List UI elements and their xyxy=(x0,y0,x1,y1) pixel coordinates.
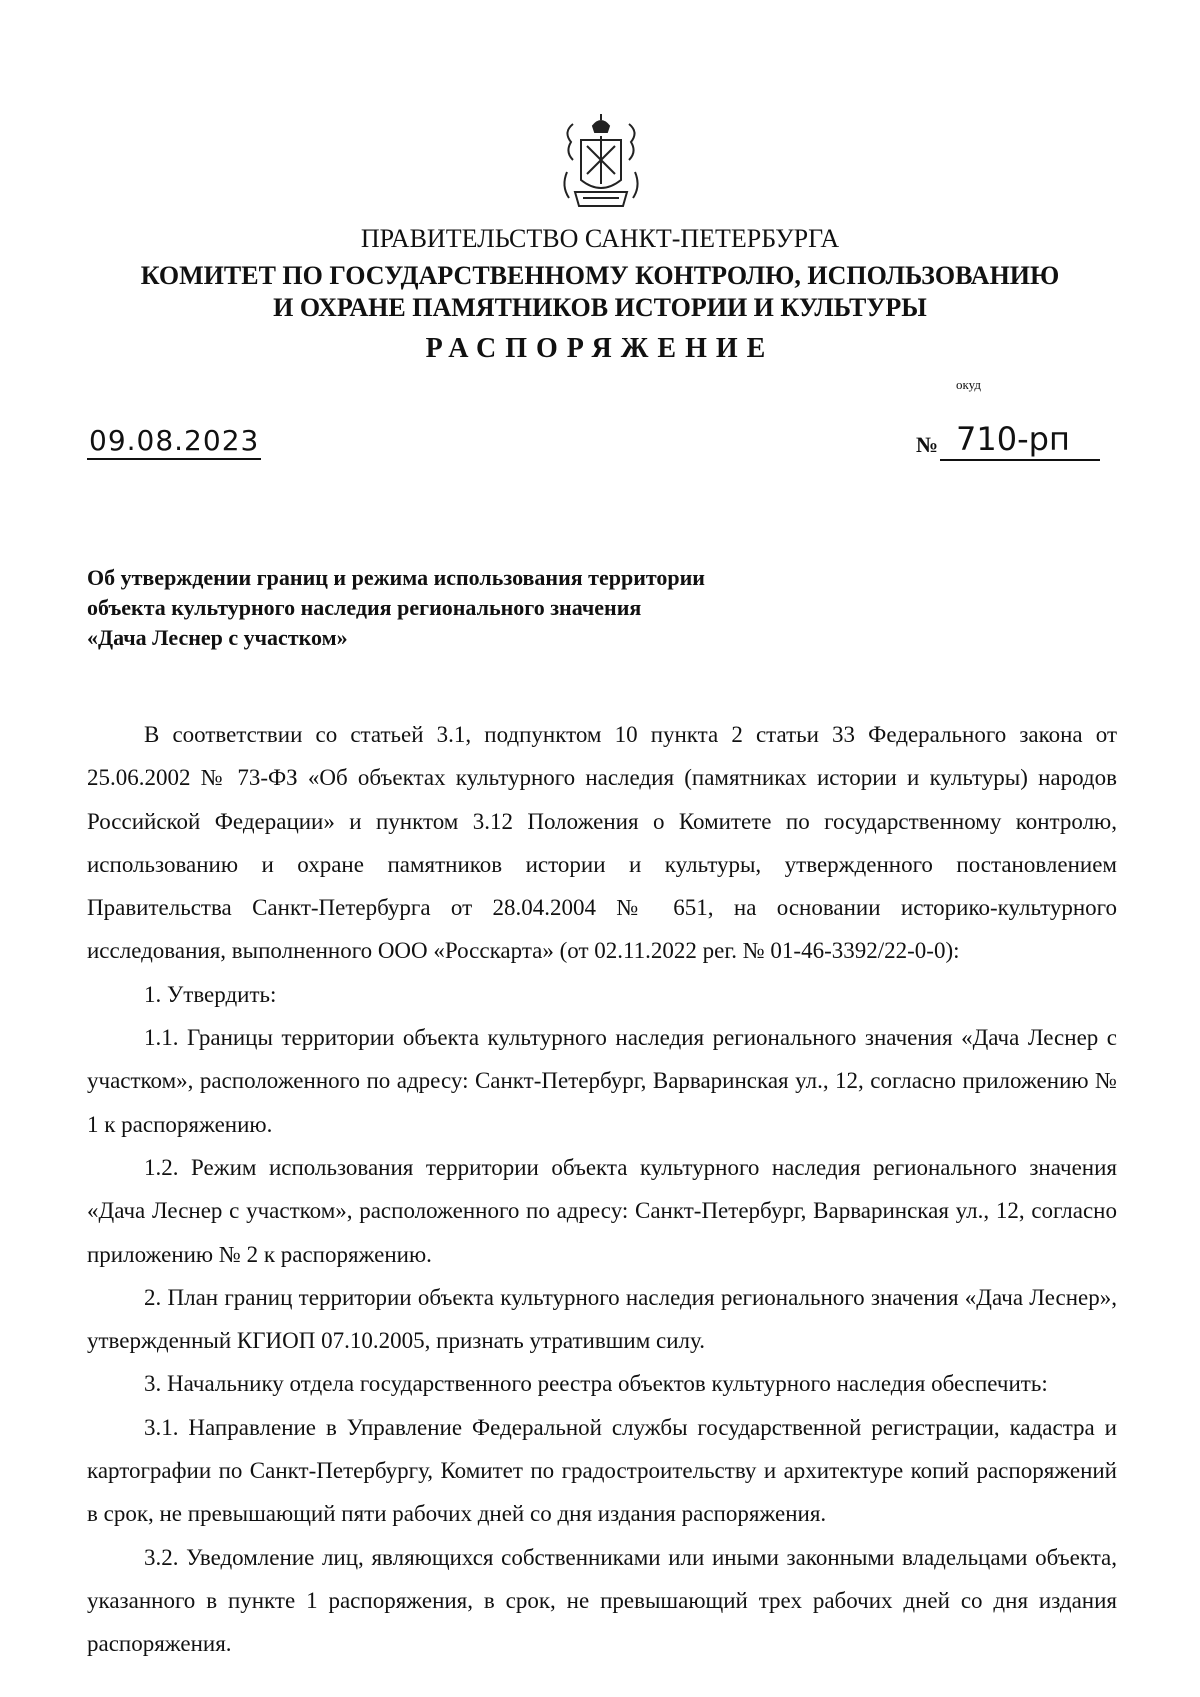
clause-1: 1. Утвердить: xyxy=(144,981,277,1007)
number-sign: № xyxy=(916,432,939,457)
preamble-paragraph: В соответствии со статьей 3.1, подпунктом 10 пункта 2 статьи 33 Федерального закона от 25.06.2002 № 73-ФЗ «Об объектах культурного наследия (памятниках истории и культуры) народов Российской Федерации» и пунктом 3.12 Положения о Комитете по государственному контролю, использованию и охране памятников истории и культуры, утвержденного постановлением Правительства Санкт-Петербурга от 28.04.2004 № 651, на основании историко-культурного исследования, выполненного ООО «Росскарта» (от 02.11.2022 рег. № 01-46-3392/22-0-0): xyxy=(87,722,1117,964)
committee-name xyxy=(0,260,1200,324)
subject-line-1: Об утверждении границ и режима использования территории xyxy=(87,565,705,590)
coat-of-arms-emblem xyxy=(555,112,647,212)
committee-name-line-2: И ОХРАНЕ ПАМЯТНИКОВ ИСТОРИИ И КУЛЬТУРЫ xyxy=(273,293,927,322)
clause-2: 2. План границ территории объекта культурного наследия регионального значения «Дача Леснер», утвержденный КГИОП 07.10.2005, признать утратившим силу. xyxy=(87,1284,1117,1354)
document-body xyxy=(87,713,1117,1666)
document-subject xyxy=(87,563,705,653)
okud-label: окуд xyxy=(956,377,981,392)
subject-line-3: «Дача Леснер с участком» xyxy=(87,625,348,650)
clause-1-1: 1.1. Границы территории объекта культурного наследия регионального значения «Дача Леснер с участком», расположенного по адресу: Санкт-Петербург, Варваринская ул., 12, согласно приложению № 1 к распоряжению. xyxy=(87,1025,1117,1137)
clause-3-1: 3.1. Направление в Управление Федеральной службы государственной регистрации, кадастра и картографии по Санкт-Петербургу, Комитет по градостроительству и архитектуре копий распоряжений в срок, не превышающий пяти рабочих дней со дня издания распоряжения. xyxy=(87,1414,1117,1527)
document-number: 710-рп xyxy=(940,419,1100,461)
committee-name-line-1: КОМИТЕТ ПО ГОСУДАРСТВЕННОМУ КОНТРОЛЮ, ИСПОЛЬЗОВАНИЮ xyxy=(140,261,1060,290)
clause-3: 3. Начальнику отдела государственного реестра объектов культурного наследия обеспечить: xyxy=(144,1371,1048,1397)
clause-3-2: 3.2. Уведомление лиц, являющихся собственниками или иными законными владельцами объекта, указанного в пункте 1 распоряжения, в срок, не превышающий трех рабочих дней со дня издания распоряжения. xyxy=(87,1544,1117,1657)
document-type-title: РАСПОРЯЖЕНИЕ xyxy=(425,333,775,364)
government-name: ПРАВИТЕЛЬСТВО САНКТ-ПЕТЕРБУРГА xyxy=(360,224,840,253)
subject-line-2: объекта культурного наследия регионального значения xyxy=(87,595,642,620)
clause-1-2: 1.2. Режим использования территории объекта культурного наследия регионального значения «Дача Леснер с участком», расположенного по адресу: Санкт-Петербург, Варваринская ул., 12, согласно приложению № 2 к распоряжению. xyxy=(87,1154,1117,1267)
document-date: 09.08.2023 xyxy=(87,424,261,460)
